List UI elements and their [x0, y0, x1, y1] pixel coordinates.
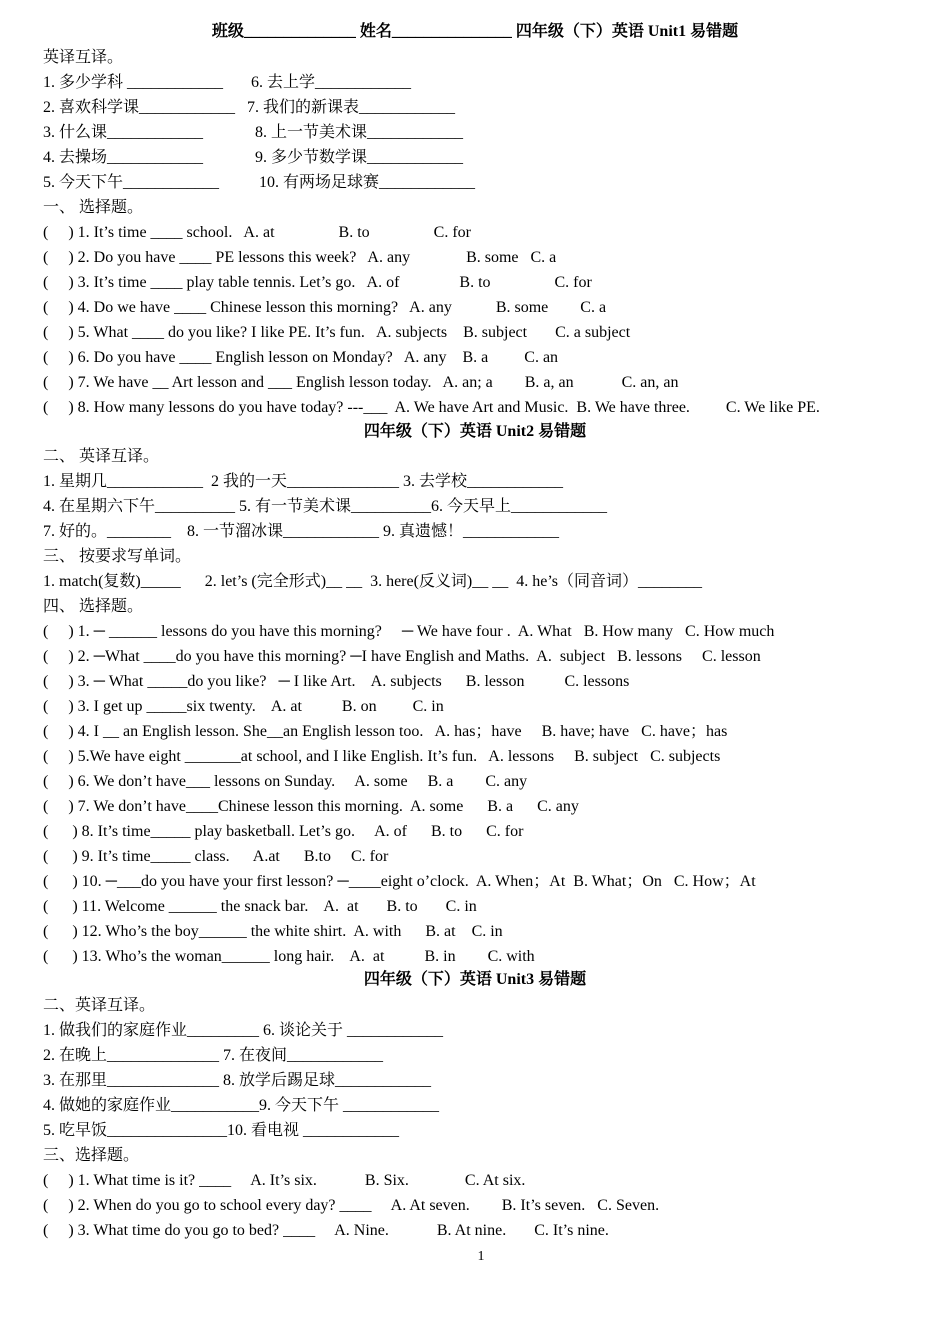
question-line: ( ) 3. It’s time ____ play table tennis. Let’s go. A. of B. to C. for — [43, 274, 592, 291]
question-line: ( ) 6. We don’t have___ lessons on Sunday. A. some B. a C. any — [43, 773, 528, 790]
question-line: ( ) 10. ─___do you have your first lesson? ─____eight o’clock. A. When；At B. What；On C. How；At — [43, 873, 756, 890]
question-line: ( ) 4. Do we have ____ Chinese lesson this morning? A. any B. some C. a — [43, 299, 607, 316]
question-line: ( ) 3. ─ What _____do you like? ─ I like Art. A. subjects B. lesson C. lessons — [43, 673, 630, 690]
question-line: ( ) 3. What time do you go to bed? ____ A. Nine. B. At nine. C. It’s nine. — [43, 1222, 609, 1239]
question-line: ( ) 11. Welcome ______ the snack bar. A. at B. to C. in — [43, 898, 477, 915]
question-line: ( ) 2. When do you go to school every day? ____ A. At seven. B. It’s seven. C. Seven. — [43, 1197, 660, 1214]
question-line: ( ) 9. It’s time_____ class. A.at B.to C. for — [43, 848, 389, 865]
question-line: ( ) 5.We have eight _______at school, and I like English. It’s fun. A. lessons B. subject C. subjects — [43, 748, 721, 765]
section-heading: 二、英译互译。 — [43, 997, 156, 1014]
unit2-title: 四年级（下）英语 Unit2 易错题 — [363, 423, 587, 440]
question-line: ( ) 2. ─What ____do you have this morning? ─I have English and Maths. A. subject B. lessons C. lesson — [43, 648, 761, 665]
translation-row: 4. 在星期六下午__________ 5. 有一节美术课__________6. 今天早上____________ — [43, 498, 608, 515]
question-line: ( ) 1. ─ ______ lessons do you have this morning? ─ We have four . A. What B. How many C. How much — [43, 623, 775, 640]
section-heading: 一、 选择题。 — [43, 199, 144, 216]
header-title: 班级______________ 姓名_______________ 四年级（下）英语 Unit1 易错题 — [211, 23, 739, 40]
section-heading: 四、 选择题。 — [43, 598, 144, 615]
question-line: ( ) 8. How many lessons do you have today? ---___ A. We have Art and Music. B. We have three. C. We like PE. — [43, 399, 820, 416]
section-instruction: 英译互译。 — [43, 49, 124, 66]
question-line: ( ) 5. What ____ do you like? I like PE. It’s fun. A. subjects B. subject C. a subject — [43, 324, 631, 341]
translation-row: 5. 今天下午____________ 10. 有两场足球赛____________ — [43, 174, 476, 191]
translation-row: 7. 好的。________ 8. 一节溜冰课____________ 9. 真遗憾！____________ — [43, 523, 560, 540]
question-line: ( ) 12. Who’s the boy______ the white shirt. A. with B. at C. in — [43, 923, 503, 940]
question-line: ( ) 1. It’s time ____ school. A. at B. to C. for — [43, 224, 471, 241]
section-heading: 三、选择题。 — [43, 1147, 140, 1164]
question-line: ( ) 13. Who’s the woman______ long hair. A. at B. in C. with — [43, 948, 535, 965]
question-line: ( ) 3. I get up _____six twenty. A. at B. on C. in — [43, 698, 444, 715]
page-number: 1 — [477, 1249, 485, 1264]
translation-row: 1. 做我们的家庭作业_________ 6. 谈论关于 ____________ — [43, 1022, 444, 1039]
translation-row: 5. 吃早饭_______________10. 看电视 ____________ — [43, 1122, 400, 1139]
unit3-title: 四年级（下）英语 Unit3 易错题 — [363, 971, 587, 988]
translation-row: 3. 在那里______________ 8. 放学后踢足球____________ — [43, 1072, 432, 1089]
section-heading: 二、 英译互译。 — [43, 448, 160, 465]
question-line: ( ) 4. I __ an English lesson. She__an English lesson too. A. has；have B. have; have C. have；has — [43, 723, 728, 740]
translation-row: 2. 喜欢科学课____________ 7. 我们的新课表____________ — [43, 99, 456, 116]
question-line: ( ) 7. We have __ Art lesson and ___ English lesson today. A. an; a B. a, an C. an, an — [43, 374, 679, 391]
question-line: ( ) 2. Do you have ____ PE lessons this week? A. any B. some C. a — [43, 249, 557, 266]
word-form-row: 1. match(复数)_____ 2. let’s (完全形式)__ __ 3. here(反义词)__ __ 4. he’s（同音词）________ — [43, 573, 703, 590]
translation-row: 4. 去操场____________ 9. 多少节数学课____________ — [43, 149, 464, 166]
section-heading: 三、 按要求写单词。 — [43, 548, 192, 565]
question-line: ( ) 6. Do you have ____ English lesson on Monday? A. any B. a C. an — [43, 349, 559, 366]
translation-row: 4. 做她的家庭作业___________9. 今天下午 ____________ — [43, 1097, 440, 1114]
question-line: ( ) 7. We don’t have____Chinese lesson this morning. A. some B. a C. any — [43, 798, 579, 815]
translation-row: 1. 多少学科 ____________ 6. 去上学____________ — [43, 74, 412, 91]
translation-row: 2. 在晚上______________ 7. 在夜间____________ — [43, 1047, 384, 1064]
question-line: ( ) 1. What time is it? ____ A. It’s six. B. Six. C. At six. — [43, 1172, 526, 1189]
question-line: ( ) 8. It’s time_____ play basketball. Let’s go. A. of B. to C. for — [43, 823, 524, 840]
translation-row: 3. 什么课____________ 8. 上一节美术课____________ — [43, 124, 464, 141]
translation-row: 1. 星期几____________ 2 我的一天______________ 3. 去学校____________ — [43, 473, 564, 490]
